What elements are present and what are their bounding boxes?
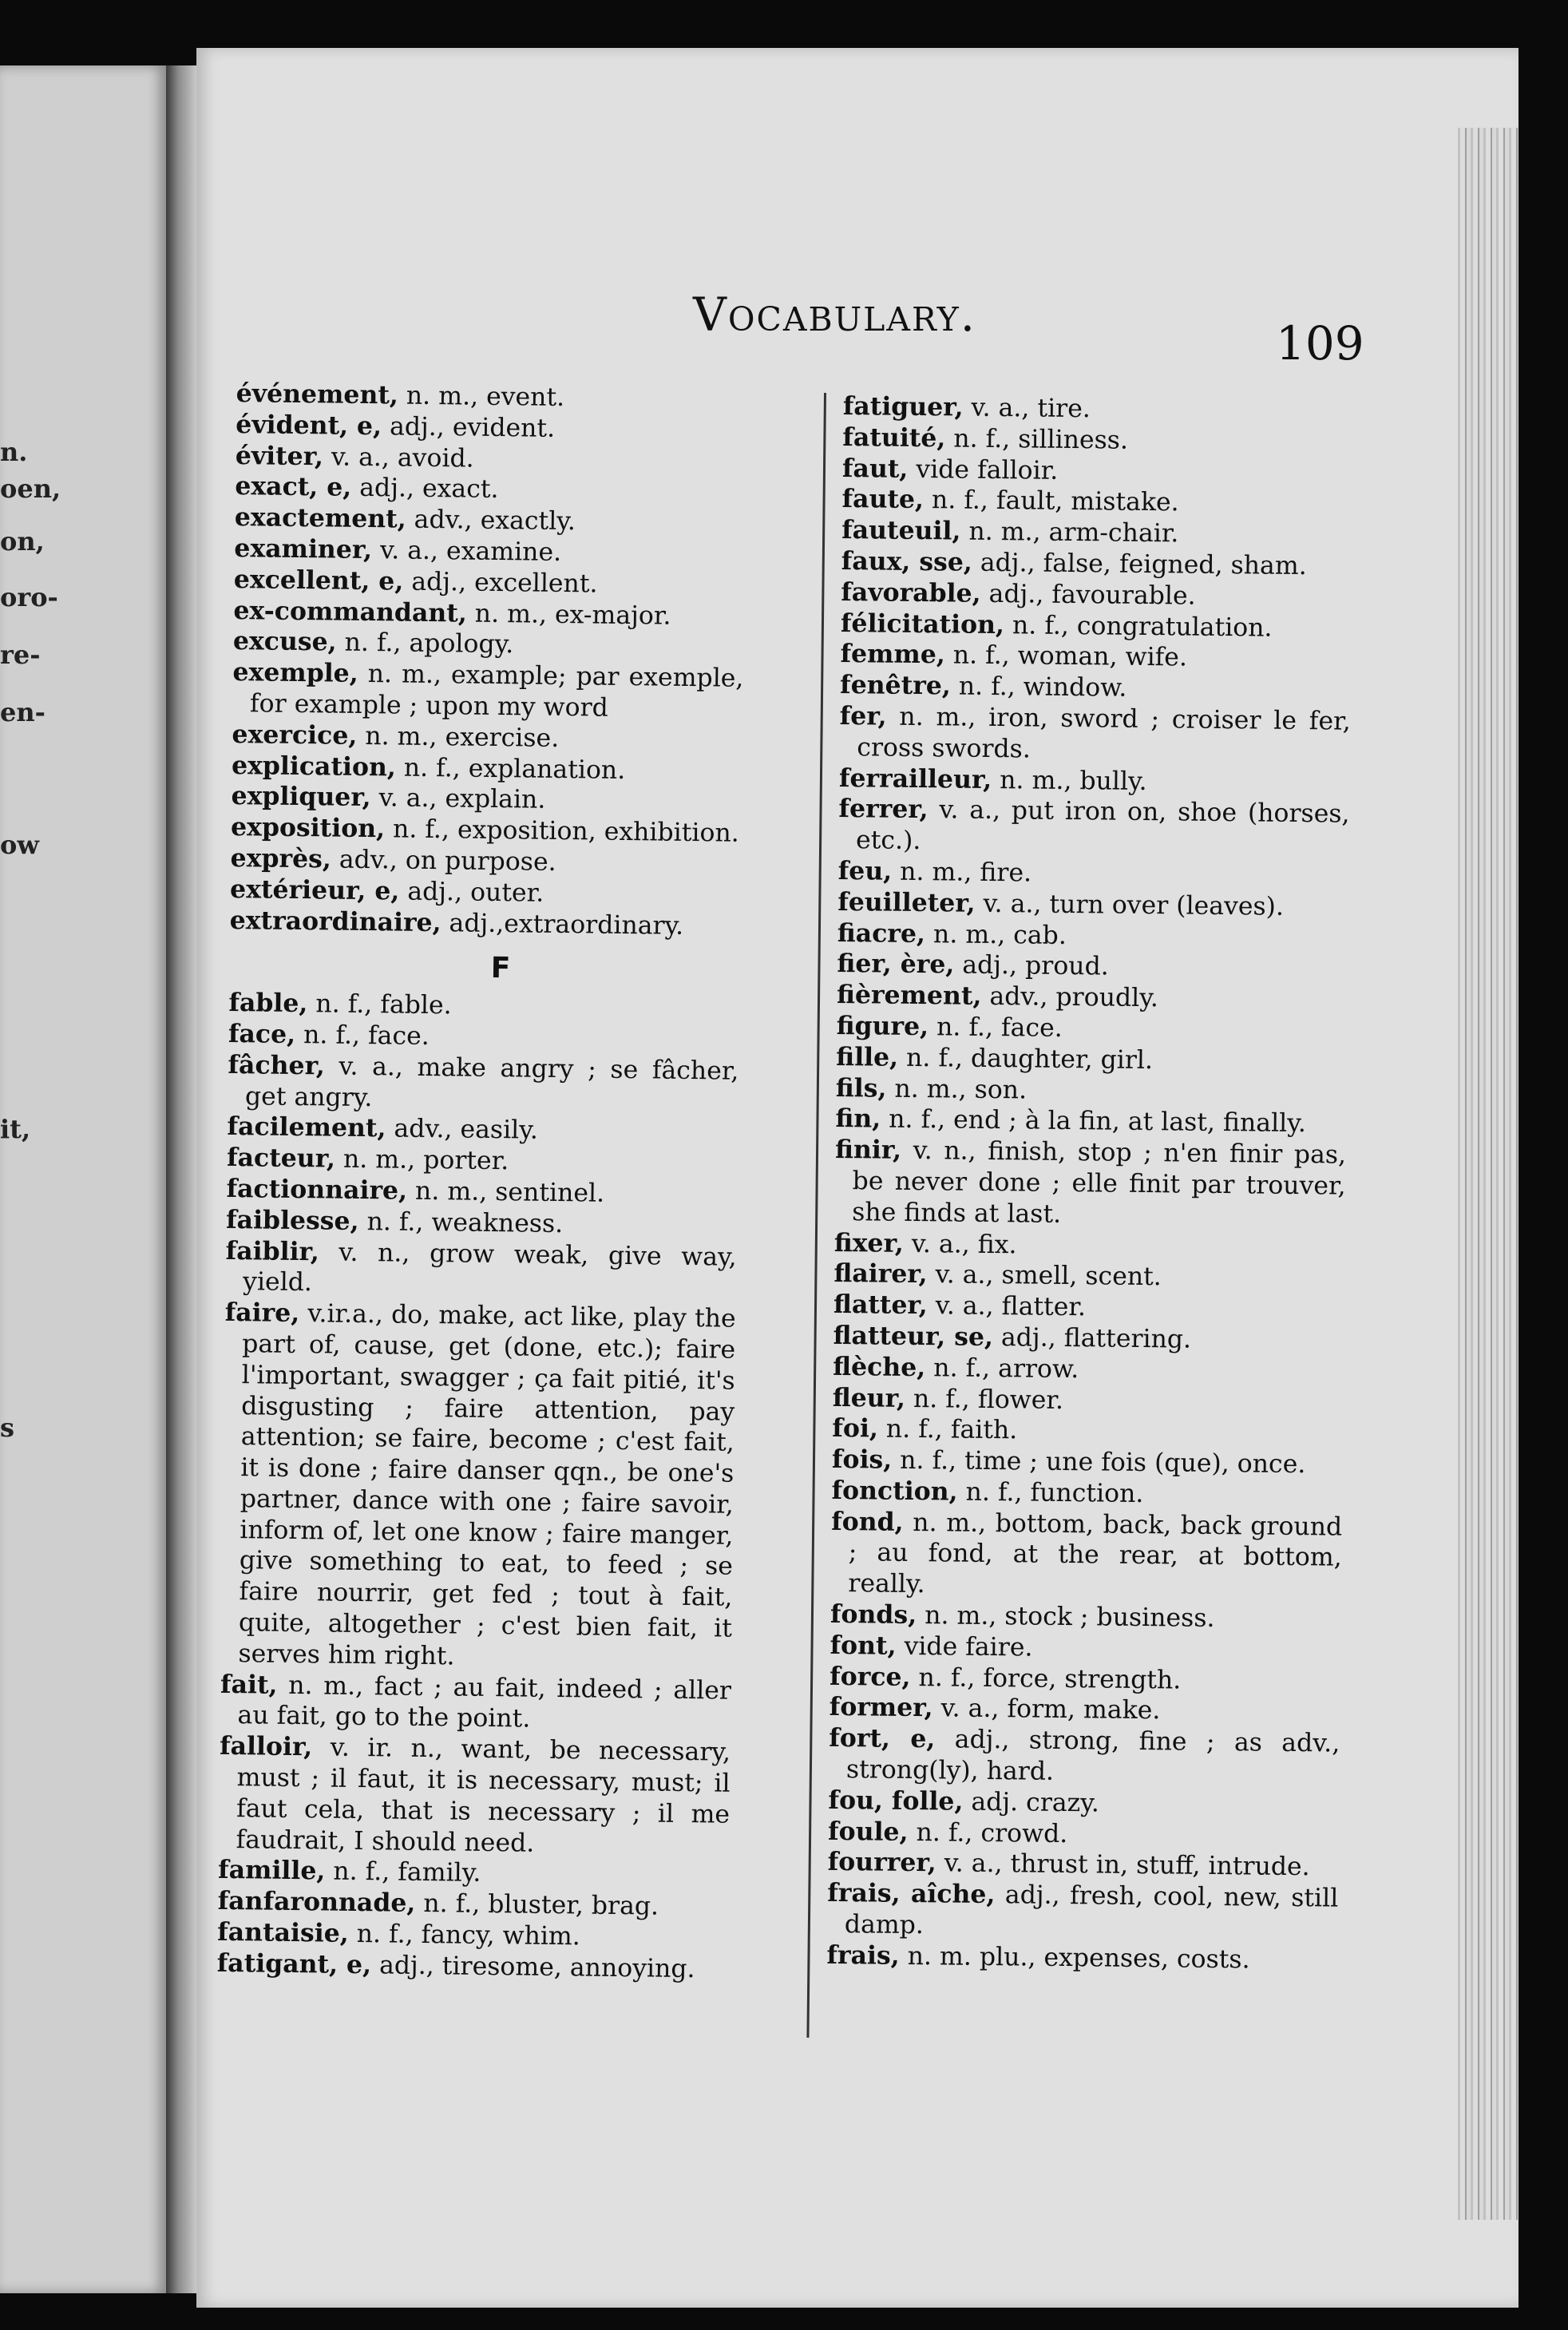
headword: expliquer, [231,781,371,813]
headword: extraordinaire, [229,905,441,937]
headword: flatter, [833,1290,928,1321]
dictionary-entry [834,1227,1345,1263]
definition: v. ir. n., want, be necessary, must ; il faut, it is necessary, must; il faut cela, that is necessary ; il me faudrait, I should need. [236,1733,731,1858]
definition: n. m. plu., expenses, costs. [907,1941,1250,1975]
headword: finir, [834,1135,902,1165]
dictionary-entry [834,1135,1346,1233]
headword: explication, [231,750,397,783]
definition: adj., outer. [407,877,544,908]
definition: n. m., porter. [343,1144,509,1176]
definition: vide falloir. [916,454,1059,485]
headword: fiacre, [837,917,926,949]
headword: excellent, e, [233,564,404,596]
dictionary-entry [842,422,1353,458]
dictionary-entry [837,949,1348,985]
headword: fatigant, e, [216,1948,372,1980]
definition: n. m., bully. [1000,765,1147,796]
definition: n. f., arrow. [933,1353,1079,1384]
headword: fin, [835,1104,881,1134]
headword: fixer, [833,1227,905,1258]
dictionary-entry [837,918,1348,954]
definition: n. f., face. [936,1012,1063,1043]
definition: n. f., apology. [344,628,514,660]
dictionary-entry [842,454,1353,489]
dictionary-entry [837,856,1348,892]
definition: adv., easily. [394,1114,539,1146]
headword: fatiguer, [842,391,964,422]
headword: examiner, [234,533,373,565]
dictionary-entry [826,1940,1337,1976]
definition: adv., exactly. [414,505,576,537]
headword: fou, folle, [828,1785,964,1817]
definition: n. f., crowd. [916,1817,1068,1849]
prev-page-fragment: it, [0,1114,31,1144]
dictionary-entry [830,1631,1340,1666]
definition: v. a., form, make. [940,1694,1161,1726]
definition: adj., false, feigned, sham. [980,548,1307,581]
definition: n. m., fire. [899,857,1032,888]
headword: fer, [839,700,887,731]
headword: fort, e, [829,1723,936,1754]
headword: fille, [836,1041,899,1072]
dictionary-entry [232,657,744,725]
definition: v. n., finish, stop ; n'en finir pas, be never done ; elle finit par trouver, she finds at last. [852,1136,1347,1229]
definition: adj., strong, fine ; as adv., strong(ly), hard. [845,1725,1340,1786]
definition: n. m., sentinel. [414,1176,605,1208]
dictionary-entry [840,670,1351,706]
headword: former, [829,1692,933,1723]
entries-e [229,378,746,942]
headword: famille, [217,1855,326,1886]
dictionary-entry [830,1507,1342,1605]
definition: n. f., flower. [913,1384,1064,1415]
dictionary-entry [841,484,1352,520]
definition: n. f., bluster, brag. [423,1889,659,1921]
definition: adv., on purpose. [339,845,556,877]
dictionary-entry [837,980,1348,1016]
headword: figure, [836,1010,929,1042]
headword: falloir, [219,1731,313,1762]
dictionary-entry [220,1670,731,1738]
definition: n. f., explanation. [403,753,626,785]
definition: adj., proud. [962,950,1109,981]
definition: v. a., flatter. [935,1291,1087,1322]
definition: n. f., time ; une fois (que), once. [900,1445,1306,1480]
definition: v. a., thrust in, stuff, intrude. [944,1849,1310,1882]
headword: faiblesse, [225,1204,359,1236]
prev-page-fragment: on, [0,526,45,557]
dictionary-entry [837,887,1348,923]
definition: n. f., woman, wife. [952,640,1188,672]
headword: force, [829,1661,911,1692]
definition: v. a., turn over (leaves). [983,889,1285,921]
definition: n. f., faith. [885,1414,1018,1445]
prev-page-fragment: oen, [0,474,61,504]
definition: n. f., function. [965,1477,1144,1508]
headword: faute, [841,484,925,515]
definition: n. f., exposition, exhibition. [392,814,739,848]
dictionary-entry [833,1382,1344,1418]
headword: favorable, [841,577,981,608]
prev-page-fragment: oro- [0,582,58,612]
dictionary-entry [217,1948,728,1986]
definition: n. f., family. [333,1857,481,1888]
dictionary-entry [832,1444,1343,1480]
left-column [217,378,747,1985]
headword: facilement, [227,1112,386,1143]
headword: facteur, [226,1143,336,1174]
dictionary-entry [840,639,1351,675]
headword: ferrer, [838,794,929,825]
headword: flatteur, se, [833,1320,994,1352]
definition: v. a., explain. [378,783,546,815]
dictionary-entry [228,1050,739,1118]
headword: fleur, [832,1382,906,1413]
headword: faut, [841,453,909,484]
headword: exemple, [232,657,358,689]
prev-page-fragment: en- [0,697,46,727]
dictionary-entry [830,1599,1341,1635]
dictionary-entry [828,1817,1339,1853]
dictionary-entry [830,1662,1340,1698]
dictionary-entry [841,577,1352,613]
prev-page-fragment: n. [0,437,28,467]
dictionary-entry [831,1476,1342,1512]
headword: exactement, [234,502,406,534]
headword: factionnaire, [226,1173,408,1206]
headword: fièrement, [836,980,982,1011]
headword: excuse, [232,626,337,657]
dictionary-entry [830,1692,1340,1728]
dictionary-entry [841,546,1352,582]
headword: foi, [832,1413,879,1444]
definition: v. a., avoid. [331,442,474,474]
definition: n. m., arm-chair. [968,517,1179,549]
headword: flairer, [833,1258,928,1290]
dictionary-entry [838,794,1350,861]
headword: évident, e, [236,409,382,442]
dictionary-entry [836,1042,1347,1078]
definition: n. m., exercise. [365,721,560,753]
definition: adj., tiresome, annoying. [378,1951,695,1984]
headword: fâcher, [228,1049,326,1081]
definition: v. a., examine. [379,536,562,567]
headword: ferrailleur, [838,763,992,794]
definition: n. f., congratulation. [1012,610,1273,643]
headword: extérieur, e, [229,874,400,906]
definition: n. m., cab. [932,919,1067,950]
definition: adj., favourable. [988,579,1196,611]
book-gutter [166,65,196,2293]
definition: n. f., silliness. [953,424,1129,455]
dictionary-entry [833,1321,1344,1357]
definition: v. a., put iron on, shoe (horses, etc.). [855,795,1350,856]
dictionary-entry [218,1731,731,1861]
definition: n. f., fancy, whim. [356,1920,581,1952]
dictionary-entry [836,1011,1347,1047]
definition: n. f., force, strength. [918,1662,1182,1695]
definition: adv., proudly. [989,982,1159,1013]
dictionary-entry [220,1298,736,1675]
headword: flèche, [833,1351,926,1382]
headword: font, [830,1630,897,1661]
definition: n. m., bottom, back, back ground ; au fond, at the rear, at bottom, really. [848,1508,1343,1599]
headword: feuilleter, [837,886,976,918]
headword: exact, e, [235,471,352,503]
definition: v. a., fix. [911,1229,1017,1259]
dictionary-entry [833,1290,1344,1325]
headword: fourrer, [827,1847,936,1878]
headword: fait, [220,1669,278,1700]
definition: n. m., ex-major. [474,599,671,631]
definition: n. m., stock ; business. [924,1601,1215,1634]
definition: adj., fresh, cool, new, still damp. [844,1880,1339,1940]
dictionary-entry [833,1258,1344,1294]
headword: face, [228,1018,296,1049]
headword: faire, [224,1298,300,1329]
headword: ex-commandant, [233,595,468,628]
running-head: Vocabulary. [693,287,977,342]
headword: fanfaronnade, [217,1886,416,1919]
definition: adj. crazy. [971,1787,1100,1818]
headword: fonction, [831,1475,958,1507]
headword: fond, [830,1506,904,1537]
definition: n. m., iron, sword ; croiser le fer, cross swords. [857,702,1351,764]
dictionary-entry [229,905,740,942]
definition: v. a., smell, scent. [935,1260,1162,1292]
headword: frais, aîche, [827,1878,996,1910]
headword: foule, [827,1816,909,1847]
headword: exercice, [232,719,358,751]
headword: éviter, [235,440,324,471]
headword: fonds, [830,1599,917,1631]
entries-right [826,391,1354,1976]
definition: n. f., weakness. [366,1207,564,1238]
headword: fauteuil, [841,515,961,546]
definition: n. f., end ; à la fin, at last, finally. [889,1104,1307,1139]
definition: n. f., fable. [315,989,452,1020]
definition: v. n., grow weak, give way, yield. [242,1238,737,1298]
dictionary-entry [841,608,1352,644]
definition: n. f., daughter, girl. [905,1043,1154,1075]
headword: fatuité, [842,422,946,454]
prev-page-fragment: ow [0,830,39,860]
dictionary-entry [832,1413,1343,1449]
headword: feu, [837,855,893,886]
right-column [826,391,1354,1976]
dictionary-entry [839,763,1350,799]
headword: félicitation, [840,608,1005,640]
definition: adj., flattering. [1000,1323,1192,1354]
headword: exprès, [230,842,332,874]
dictionary-entry [827,1847,1338,1883]
dictionary-entry [841,515,1352,551]
definition: v. a., tire. [971,393,1091,424]
dictionary-entry [835,1104,1346,1139]
previous-page [0,65,166,2293]
headword: fils, [835,1072,887,1104]
definition: adj., exact. [359,474,499,505]
definition: adj.,extraordinary. [449,908,684,941]
dictionary-entry [828,1785,1339,1821]
definition: n. m., event. [406,381,565,413]
headword: exposition, [230,812,386,844]
definition: n. m., son. [894,1074,1028,1104]
dictionary-entry [827,1878,1339,1945]
definition: adj., excellent. [411,567,598,599]
dictionary-entry [225,1235,737,1303]
definition: n. m., fact ; au fait, indeed ; aller au fait, go to the point. [237,1670,732,1734]
page-edge [1458,128,1519,2220]
prev-page-fragment: s [0,1413,15,1443]
headword: fantaisie, [217,1916,349,1948]
headword: fable, [228,988,308,1019]
headword: fenêtre, [839,670,952,701]
headword: femme, [840,639,946,670]
definition: v. a., make angry ; se fâcher, get angry. [244,1052,739,1112]
definition: n. f., face. [303,1020,430,1051]
dictionary-entry [836,1072,1347,1108]
definition: n. f., window. [958,672,1127,703]
definition: vide faire. [904,1631,1033,1662]
headword: faiblir, [225,1235,320,1266]
entries-f [217,988,740,1985]
headword: frais, [826,1940,900,1971]
definition: adj., evident. [389,412,556,443]
dictionary-entry [833,1352,1344,1388]
headword: fois, [831,1444,893,1475]
dictionary-entry [839,701,1351,768]
dictionary-entry [843,391,1354,427]
page-number: 109 [1276,316,1364,371]
section-letter: F [490,952,511,985]
definition: n. m., example; par exemple, for example ; upon my word [249,660,744,723]
definition: v.ir.a., do, make, act like, play the part of, cause, get (done, etc.); faire l'important, swagger ; ça fait pitié, it's disgusting ; faire attention, pay attention; se faire, become ; c'est fait, it is done ; faire danser qqn., be one's partner, dance with one ; faire savoir, inform of, let one know ; faire manger, give something to eat, to feed ; se faire nourrir, get fed ; tout à fait, quite, altogether ; c'est bien fait, it serves him right. [238,1299,736,1671]
dictionary-entry [829,1723,1340,1790]
headword: événement, [236,378,399,410]
headword: fier, ère, [837,949,955,980]
prev-page-fragment: re- [0,640,41,670]
headword: faux, sse, [841,545,973,577]
definition: n. f., fault, mistake. [931,485,1179,517]
